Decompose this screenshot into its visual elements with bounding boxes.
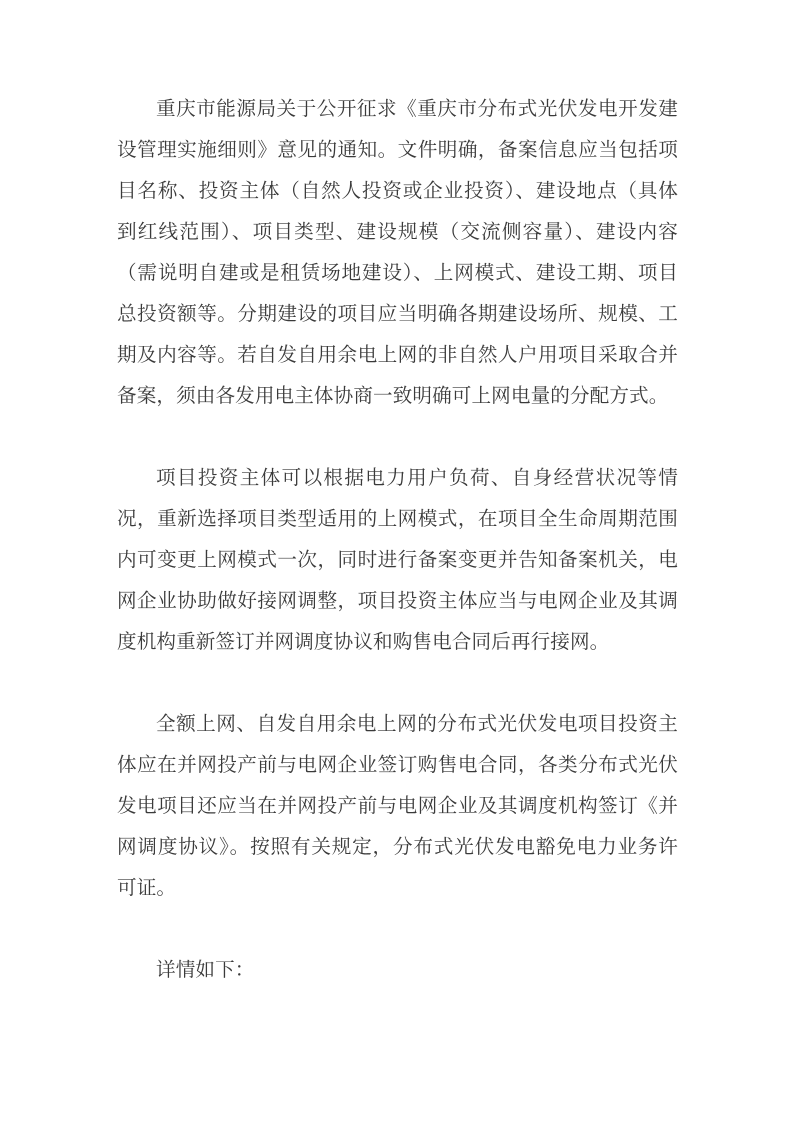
paragraph-details-follow: 详情如下：: [156, 958, 255, 981]
paragraph-grid-connection-mode-change: 项目投资主体可以根据电力用户负荷、自身经营状况等情况，重新选择项目类型适用的上网模式，在项目全生命周期范围内可变更上网模式一次，同时进行备案变更并告知备案机关，电网企业协助做好接网调整，项目投资主体应当与电网企业及其调度机构重新签订并网调度协议和购售电合同后再行接网。: [117, 466, 678, 653]
paragraph-notice-filing-requirements: 重庆市能源局关于公开征求《重庆市分布式光伏发电开发建设管理实施细则》意见的通知。文件明确，备案信息应当包括项目名称、投资主体（自然人投资或企业投资）、建设地点（具体到红线范围）、项目类型、建设规模（交流侧容量）、建设内容（需说明自建或是租赁场地建设）、上网模式、建设工期、项目总投资额等。分期建设的项目应当明确各期建设场所、规模、工期及内容等。若自发自用余电上网的非自然人户用项目采取合并备案，须由各发用电主体协商一致明确可上网电量的分配方式。: [117, 97, 678, 407]
paragraph-power-purchase-agreement: 全额上网、自发自用余电上网的分布式光伏发电项目投资主体应在并网投产前与电网企业签订购售电合同，各类分布式光伏发电项目还应当在并网投产前与电网企业及其调度机构签订《并网调度协议》。按照有关规定，分布式光伏发电豁免电力业务许可证。: [117, 712, 678, 899]
document-text-body: [117, 88, 678, 990]
